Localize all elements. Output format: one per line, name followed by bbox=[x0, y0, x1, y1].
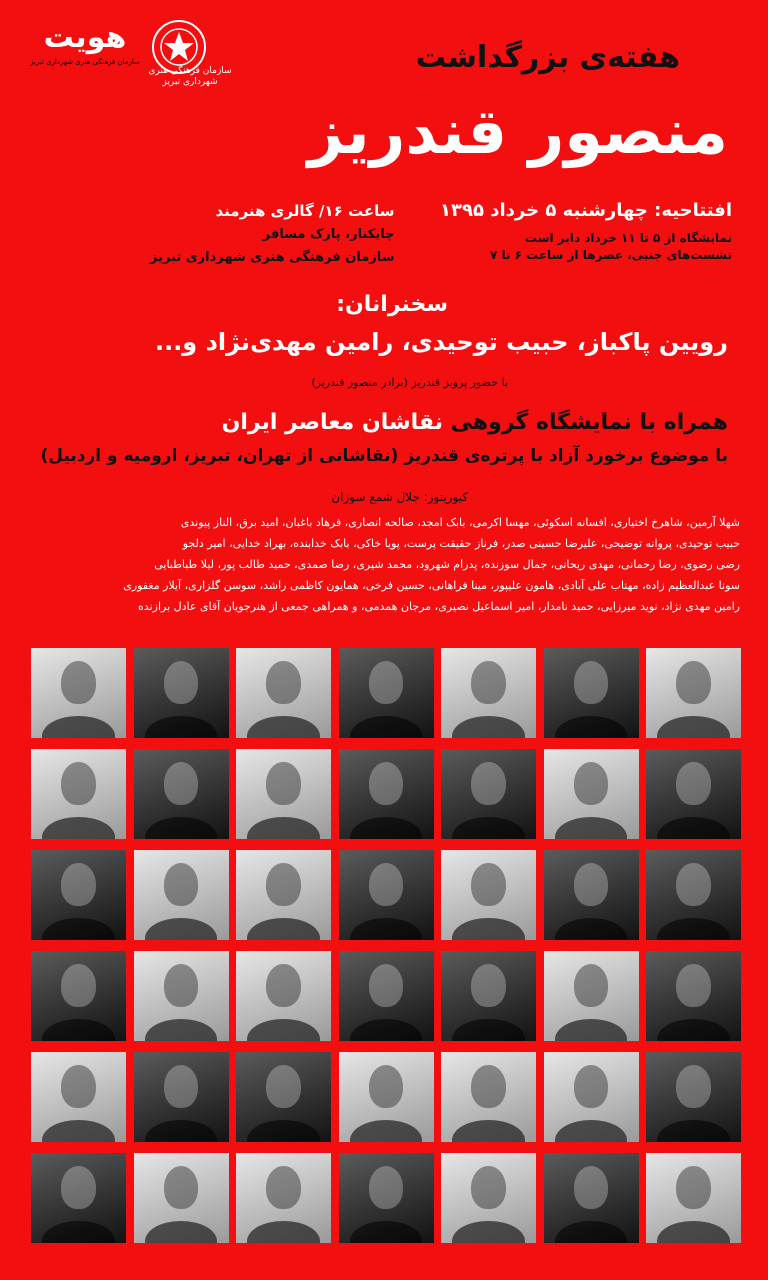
portrait-head bbox=[676, 1166, 710, 1209]
portrait-head bbox=[471, 661, 505, 704]
artist-portrait bbox=[441, 1153, 536, 1243]
portrait-body bbox=[42, 1120, 114, 1143]
identity-logo-mark: هویت bbox=[43, 20, 127, 55]
week-title: هفته‌ی بزرگداشت bbox=[415, 40, 680, 75]
portrait-head bbox=[471, 762, 505, 805]
portrait-head bbox=[164, 1065, 198, 1108]
portrait-body bbox=[452, 817, 524, 840]
artist-portrait bbox=[339, 1153, 434, 1243]
artist-portrait bbox=[31, 951, 126, 1041]
artist-portrait bbox=[339, 850, 434, 940]
artist-line: رامین مهدی نژاد، نوید میرزایی، حمید نامدار، امیر اسماعیل نصیری، مرجان همدمی، و همراهی جمعی از هنرجویان آقای عادل برازنده bbox=[138, 600, 740, 613]
portrait-head bbox=[61, 863, 95, 906]
artist-portrait bbox=[339, 1052, 434, 1142]
portrait-head bbox=[676, 863, 710, 906]
artist-portrait bbox=[441, 1052, 536, 1142]
artist-portrait bbox=[134, 648, 229, 738]
portrait-body bbox=[657, 1221, 729, 1244]
portrait-body bbox=[247, 1120, 319, 1143]
curator: کیوریتور: جلال شمع سوزان bbox=[331, 490, 468, 504]
portrait-head bbox=[676, 1065, 710, 1108]
portrait-head bbox=[471, 1166, 505, 1209]
artist-list bbox=[28, 512, 740, 617]
artist-portrait bbox=[544, 648, 639, 738]
artist-portrait bbox=[544, 749, 639, 839]
special-guest: با حضور پرویز قندریز (برادر منصور قندریز) bbox=[311, 376, 508, 389]
portrait-body bbox=[452, 716, 524, 739]
artist-portrait bbox=[134, 1052, 229, 1142]
portrait-body bbox=[350, 817, 422, 840]
portrait-head bbox=[266, 1065, 300, 1108]
portrait-head bbox=[369, 1065, 403, 1108]
venue-organizer: سازمان فرهنگی هنری شهرداری تبریز bbox=[150, 250, 395, 265]
portrait-body bbox=[555, 1120, 627, 1143]
portrait-head bbox=[676, 964, 710, 1007]
portrait-body bbox=[350, 1221, 422, 1244]
portrait-head bbox=[471, 863, 505, 906]
portrait-head bbox=[164, 863, 198, 906]
portrait-body bbox=[247, 1221, 319, 1244]
portrait-body bbox=[42, 918, 114, 941]
artist-portrait bbox=[544, 850, 639, 940]
portrait-head bbox=[574, 863, 608, 906]
portrait-body bbox=[145, 716, 217, 739]
artist-line: سونا عبدالعظیم زاده، مهتاب علی آبادی، هامون علیپور، مینا فراهانی، حسین فرخی، همایون کاظمی راشد، سوسن گلزاری، آیلار مغفوری bbox=[123, 579, 740, 592]
portrait-head bbox=[164, 661, 198, 704]
portrait-head bbox=[574, 1166, 608, 1209]
portrait-head bbox=[61, 762, 95, 805]
portrait-head bbox=[61, 661, 95, 704]
artist-portrait bbox=[134, 850, 229, 940]
portrait-body bbox=[247, 716, 319, 739]
portrait-body bbox=[42, 817, 114, 840]
side-sessions: نشست‌های جنبی، عصرها از ساعت ۶ تا ۷ bbox=[489, 248, 732, 262]
portrait-body bbox=[145, 1120, 217, 1143]
artist-portrait bbox=[646, 951, 741, 1041]
artist-portrait bbox=[31, 1153, 126, 1243]
portrait-body bbox=[247, 918, 319, 941]
artist-portrait bbox=[31, 648, 126, 738]
artist-portrait bbox=[441, 850, 536, 940]
portrait-body bbox=[350, 1120, 422, 1143]
portrait-head bbox=[61, 964, 95, 1007]
artist-portrait bbox=[236, 1052, 331, 1142]
artist-portrait bbox=[646, 749, 741, 839]
portrait-body bbox=[452, 1221, 524, 1244]
artist-portrait bbox=[134, 951, 229, 1041]
artist-portrait bbox=[236, 648, 331, 738]
artist-portrait bbox=[339, 648, 434, 738]
portrait-head bbox=[471, 964, 505, 1007]
speakers-names: رویین پاکباز، حبیب توحیدی، رامین مهدی‌نژاد و... bbox=[154, 328, 728, 356]
artist-portrait bbox=[646, 1052, 741, 1142]
portrait-head bbox=[61, 1166, 95, 1209]
artist-portrait bbox=[339, 951, 434, 1041]
exhibition-info bbox=[490, 230, 732, 264]
artist-portrait bbox=[441, 648, 536, 738]
group-exhibit-prefix: همراه با نمایشگاه گروهی bbox=[450, 410, 728, 435]
portrait-body bbox=[555, 1019, 627, 1042]
portrait-body bbox=[555, 1221, 627, 1244]
artist-portrait bbox=[236, 1153, 331, 1243]
artist-portrait bbox=[544, 1052, 639, 1142]
portrait-body bbox=[145, 1221, 217, 1244]
portrait-head bbox=[164, 762, 198, 805]
portrait-body bbox=[350, 918, 422, 941]
artist-portrait bbox=[236, 749, 331, 839]
portrait-body bbox=[42, 1221, 114, 1244]
portrait-head bbox=[369, 1166, 403, 1209]
portrait-body bbox=[657, 716, 729, 739]
portrait-body bbox=[555, 817, 627, 840]
artist-portrait bbox=[31, 749, 126, 839]
exhibit-theme: با موضوع برخورد آزاد با پرتره‌ی قندریز (نقاشانی از تهران، تبریز، ارومیه و اردبیل) bbox=[40, 446, 728, 466]
portrait-head bbox=[266, 661, 300, 704]
portrait-head bbox=[369, 863, 403, 906]
portrait-head bbox=[676, 661, 710, 704]
portrait-head bbox=[574, 661, 608, 704]
portrait-body bbox=[657, 918, 729, 941]
portrait-body bbox=[350, 1019, 422, 1042]
artist-portrait bbox=[236, 850, 331, 940]
venue-info bbox=[150, 200, 394, 269]
venue-address: چایکنار، پارک مسافر bbox=[262, 227, 395, 242]
portrait-body bbox=[555, 716, 627, 739]
organization-caption: سازمان فرهنگی هنری شهرداری تبریز bbox=[148, 66, 232, 87]
portrait-body bbox=[452, 918, 524, 941]
portrait-head bbox=[266, 762, 300, 805]
portrait-body bbox=[350, 716, 422, 739]
group-exhibit-title bbox=[222, 410, 728, 435]
artist-portrait bbox=[646, 850, 741, 940]
portrait-head bbox=[471, 1065, 505, 1108]
portrait-body bbox=[555, 918, 627, 941]
main-title: منصور قندریز bbox=[307, 95, 728, 168]
artist-portrait bbox=[544, 951, 639, 1041]
portrait-body bbox=[247, 817, 319, 840]
portrait-body bbox=[452, 1019, 524, 1042]
portrait-grid bbox=[31, 648, 741, 1243]
portrait-head bbox=[266, 863, 300, 906]
artist-portrait bbox=[236, 951, 331, 1041]
opening-date: افتتاحیه: چهارشنبه ۵ خرداد ۱۳۹۵ bbox=[440, 200, 732, 221]
artist-line: رضی رضوی، رضا رحمانی، مهدی ریحانی، جمال سوزنده، پدرام شهرود، محمد شیری، رضا صمدی، حمید طالب پور، لیلا طباطبایی bbox=[154, 558, 740, 571]
portrait-body bbox=[452, 1120, 524, 1143]
portrait-body bbox=[145, 918, 217, 941]
artist-portrait bbox=[339, 749, 434, 839]
artist-portrait bbox=[646, 648, 741, 738]
portrait-head bbox=[266, 964, 300, 1007]
artist-portrait bbox=[134, 1153, 229, 1243]
portrait-head bbox=[574, 1065, 608, 1108]
portrait-head bbox=[164, 1166, 198, 1209]
portrait-body bbox=[247, 1019, 319, 1042]
portrait-head bbox=[369, 964, 403, 1007]
portrait-head bbox=[369, 762, 403, 805]
portrait-head bbox=[61, 1065, 95, 1108]
artist-portrait bbox=[31, 850, 126, 940]
speakers-label: سخنرانان: bbox=[336, 292, 448, 317]
artist-line: شهلا آرمین، شاهرخ اختیاری، افسانه اسکوئی، مهسا اکرمی، بابک امجد، صالحه انصاری، فرهاد باغبان، امید برق، الناز پیوندی bbox=[180, 516, 740, 529]
artist-line: حبیب توحیدی، پروانه توضیحی، علیرضا حسینی صدر، فرناز حقیقت پرست، پویا خاکی، بابک خدابنده، بهراد خدایی، امیر دلجو bbox=[182, 537, 740, 550]
portrait-body bbox=[42, 1019, 114, 1042]
identity-logo-subtitle: سازمان فرهنگی هنری شهرداری تبریز bbox=[30, 58, 140, 66]
artist-portrait bbox=[134, 749, 229, 839]
artist-portrait bbox=[31, 1052, 126, 1142]
artist-portrait bbox=[646, 1153, 741, 1243]
portrait-head bbox=[676, 762, 710, 805]
portrait-body bbox=[145, 1019, 217, 1042]
portrait-body bbox=[42, 716, 114, 739]
time-gallery: ساعت ۱۶/ گالری هنرمند bbox=[215, 202, 395, 220]
portrait-head bbox=[574, 762, 608, 805]
artist-portrait bbox=[544, 1153, 639, 1243]
group-exhibit-highlight: نقاشان معاصر ایران bbox=[221, 410, 443, 435]
portrait-body bbox=[145, 817, 217, 840]
artist-portrait bbox=[441, 749, 536, 839]
exhibition-dates: نمایشگاه از ۵ تا ۱۱ خرداد دایر است bbox=[524, 231, 732, 245]
identity-logo bbox=[30, 22, 140, 67]
portrait-body bbox=[657, 1019, 729, 1042]
portrait-body bbox=[657, 1120, 729, 1143]
portrait-head bbox=[164, 964, 198, 1007]
portrait-head bbox=[574, 964, 608, 1007]
artist-portrait bbox=[441, 951, 536, 1041]
portrait-head bbox=[369, 661, 403, 704]
portrait-body bbox=[657, 817, 729, 840]
portrait-head bbox=[266, 1166, 300, 1209]
